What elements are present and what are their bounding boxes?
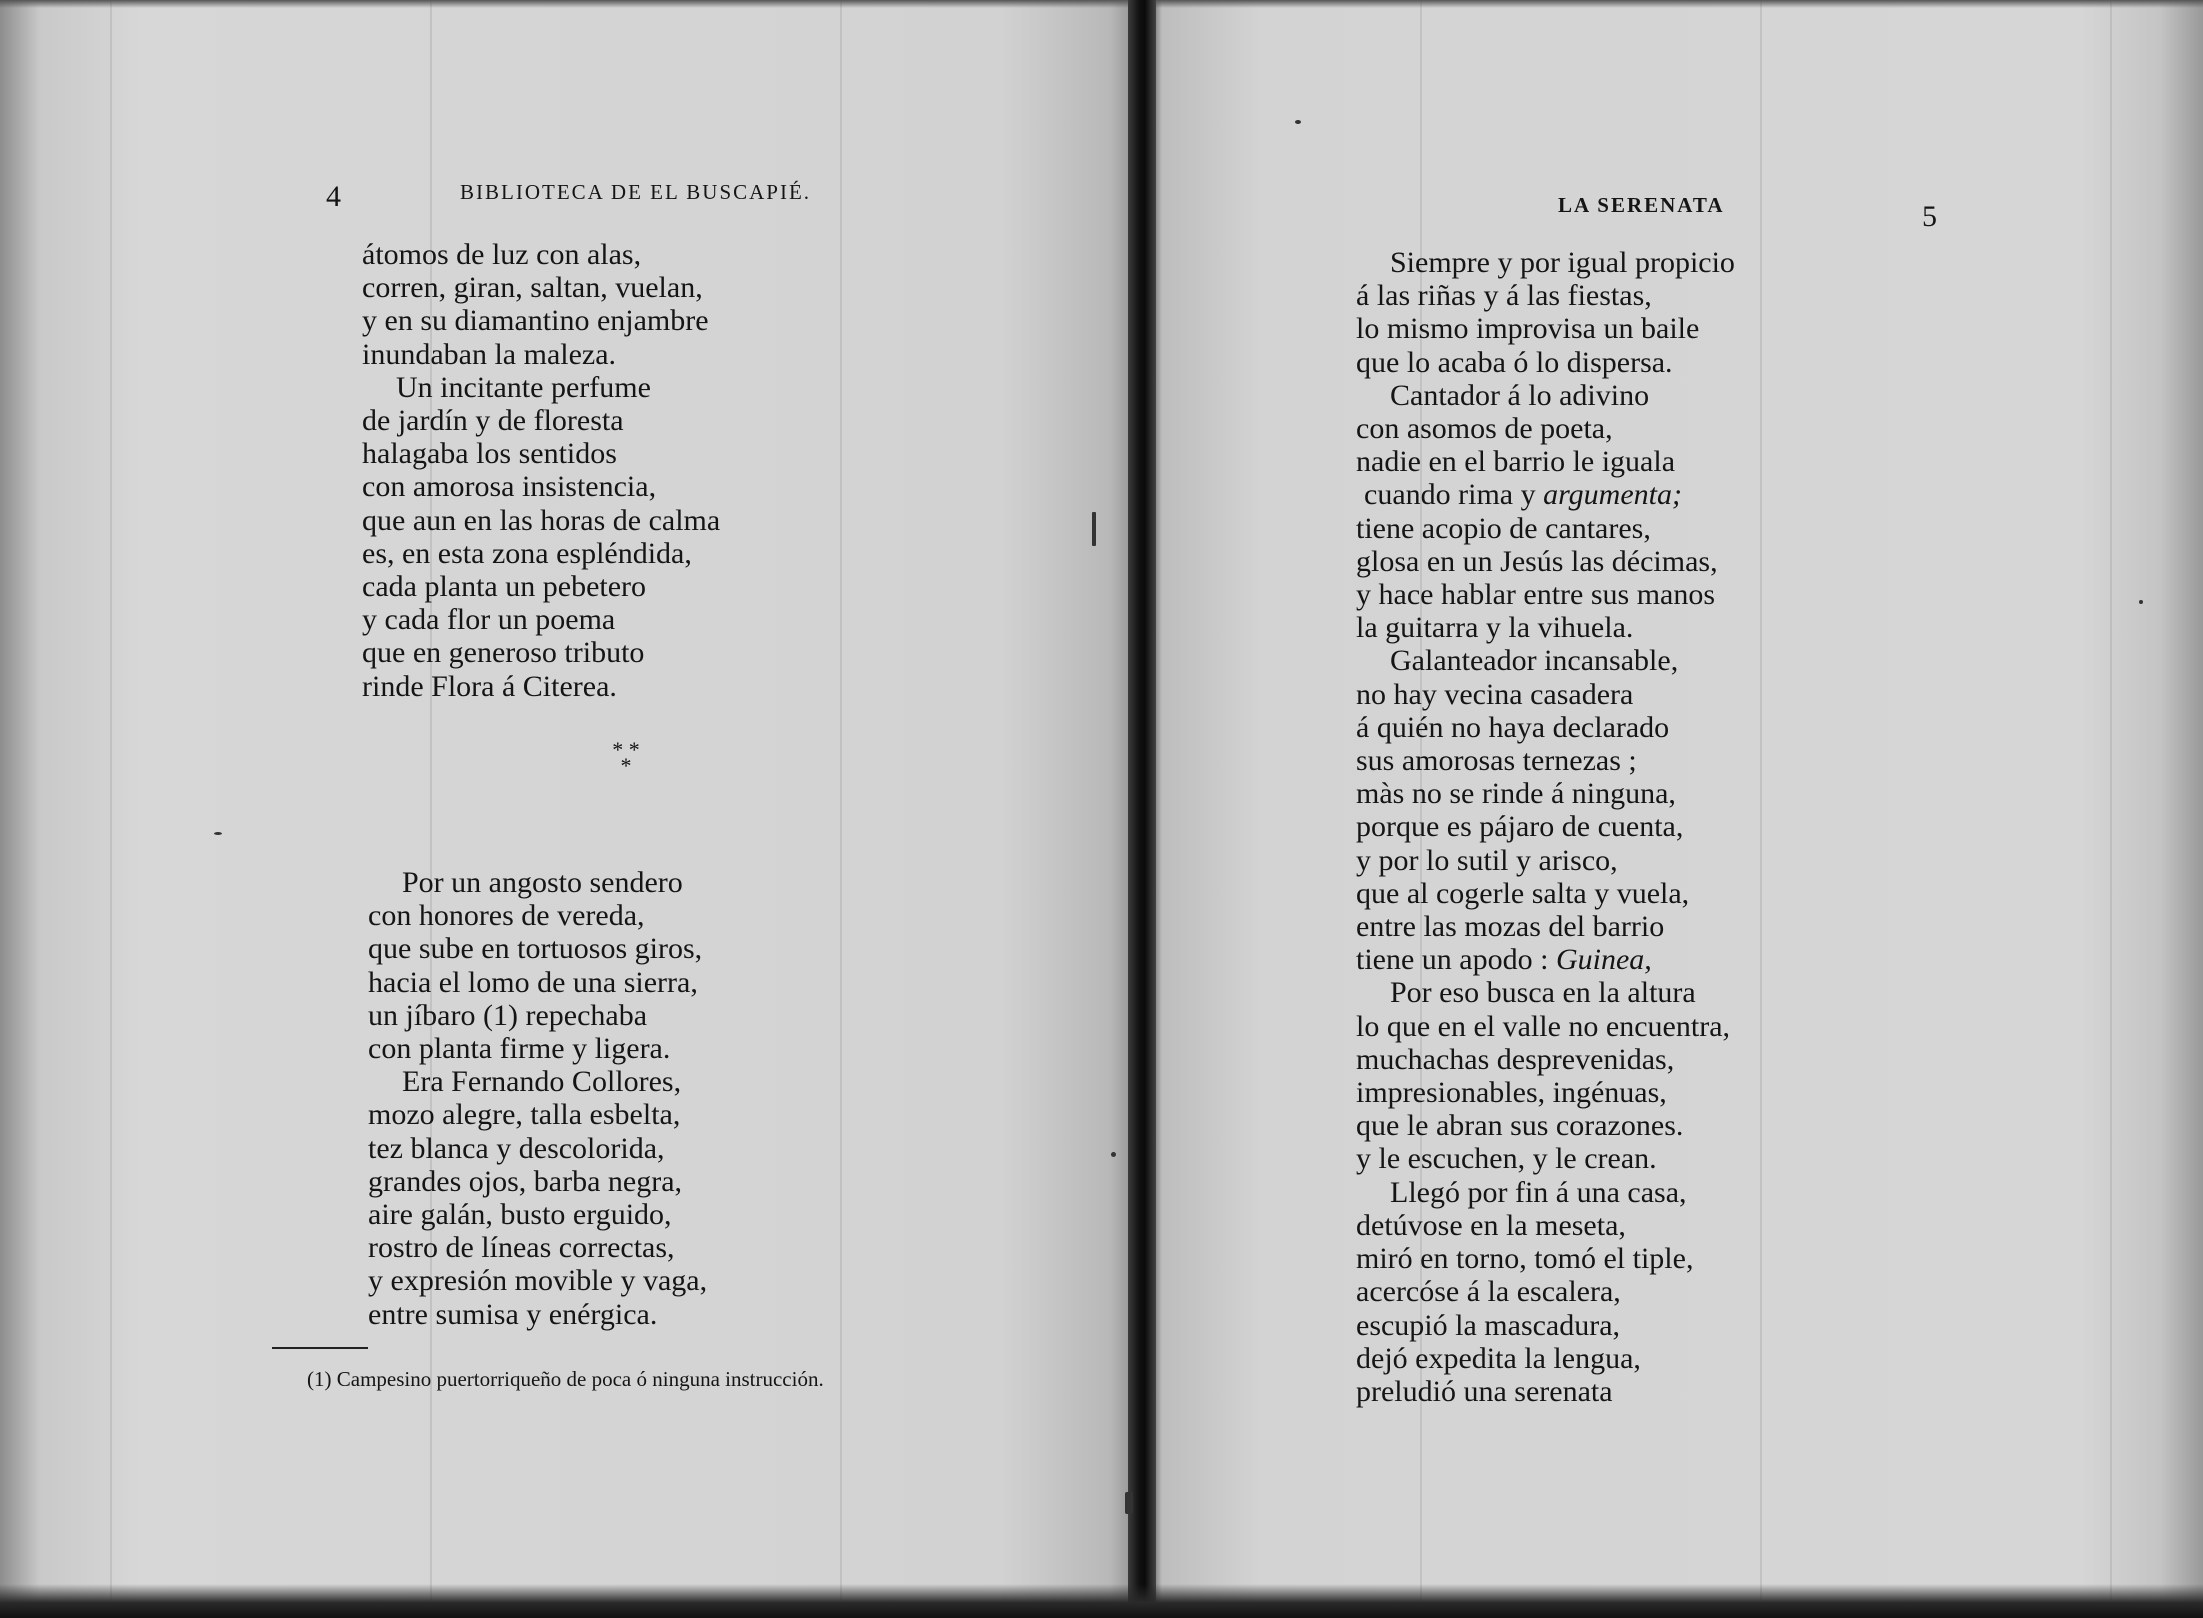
verse-line: rinde Flora á Citerea. bbox=[362, 669, 617, 703]
verse-block-2 bbox=[368, 866, 707, 1331]
italic-word: Guinea, bbox=[1555, 943, 1652, 977]
footnote: (1) Campesino puertorriqueño de poca ó ninguna instrucción. bbox=[307, 1367, 824, 1391]
verse-line: acercóse á la escalera, bbox=[1356, 1275, 1621, 1309]
verse-line: con honores de vereda, bbox=[368, 899, 645, 933]
verse-line: Era Fernando Collores, bbox=[402, 1065, 682, 1099]
verse-line: que lo acaba ó lo dispersa. bbox=[1356, 345, 1673, 379]
verse-line: no hay vecina casadera bbox=[1356, 677, 1634, 711]
verse-line: entre sumisa y enérgica. bbox=[368, 1297, 658, 1331]
running-head-right: LA SERENATA bbox=[1558, 193, 1725, 217]
footnote-rule bbox=[272, 1347, 368, 1349]
verse-line: y le escuchen, y le crean. bbox=[1356, 1142, 1657, 1176]
verse-line: halagaba los sentidos bbox=[362, 437, 617, 471]
verse-line: aire galán, busto erguido, bbox=[368, 1198, 672, 1232]
verse-line: á las riñas y á las fiestas, bbox=[1356, 279, 1652, 313]
verse-block-1 bbox=[362, 238, 720, 703]
verse-line: y cada flor un poema bbox=[362, 603, 616, 637]
verse-line bbox=[1356, 943, 1735, 976]
scan-speck bbox=[1295, 120, 1301, 124]
verse-line: entre las mozas del barrio bbox=[1356, 910, 1665, 944]
verse-line: rostro de líneas correctas, bbox=[368, 1231, 675, 1265]
right-page bbox=[1150, 0, 2203, 1618]
verse-line: tiene acopio de cantares, bbox=[1356, 511, 1651, 545]
verse-line: es, en esta zona espléndida, bbox=[362, 536, 692, 570]
verse-line: y por lo sutil y arisco, bbox=[1356, 843, 1618, 877]
verse-line: Galanteador incansable, bbox=[1390, 644, 1679, 678]
verse-line: con planta firme y ligera. bbox=[368, 1032, 671, 1066]
verse-line: impresionables, ingénuas, bbox=[1356, 1076, 1667, 1110]
page-number-right: 5 bbox=[1922, 200, 1937, 233]
verse-line: que le abran sus corazones. bbox=[1356, 1109, 1684, 1143]
verse-line: que al cogerle salta y vuela, bbox=[1356, 876, 1690, 910]
verse-line: Por un angosto sendero bbox=[402, 866, 683, 899]
verse-line: Cantador á lo adivino bbox=[1390, 378, 1650, 412]
verse-line: con asomos de poeta, bbox=[1356, 412, 1613, 446]
verse-line: miró en torno, tomó el tiple, bbox=[1356, 1242, 1694, 1276]
verse-line: glosa en un Jesús las décimas, bbox=[1356, 544, 1718, 578]
verse-line: átomos de luz con alas, bbox=[362, 238, 642, 271]
verse-line: tez blanca y descolorida, bbox=[368, 1131, 665, 1165]
verse-line: que sube en tortuosos giros, bbox=[368, 932, 703, 966]
scan-speck bbox=[214, 832, 222, 835]
bottom-page-edge bbox=[0, 1584, 2203, 1618]
verse-line: con amorosa insistencia, bbox=[362, 470, 657, 504]
verse-text: cuando rima y bbox=[1364, 478, 1544, 512]
verse-line: un jíbaro (1) repechaba bbox=[368, 998, 648, 1032]
verse-line: cada planta un pebetero bbox=[362, 570, 647, 604]
italic-word: argumenta; bbox=[1543, 478, 1682, 512]
scan-speck bbox=[1111, 1152, 1116, 1157]
section-separator: * * * bbox=[612, 737, 640, 778]
verse-line: Llegó por fin á una casa, bbox=[1390, 1175, 1687, 1209]
verse-line: nadie en el barrio le iguala bbox=[1356, 445, 1676, 479]
verse-line: y hace hablar entre sus manos bbox=[1356, 578, 1716, 612]
verse-line: lo mismo improvisa un baile bbox=[1356, 312, 1700, 346]
verse-line: escupió la mascadura, bbox=[1356, 1308, 1621, 1342]
verse-line: detúvose en la meseta, bbox=[1356, 1208, 1626, 1242]
verse-line: que aun en las horas de calma bbox=[362, 503, 721, 537]
verse-line bbox=[1356, 478, 1735, 511]
verse-line: y en su diamantino enjambre bbox=[362, 304, 709, 338]
verse-line: corren, giran, saltan, vuelan, bbox=[362, 271, 703, 305]
verse-line: Siempre y por igual propicio bbox=[1390, 246, 1735, 279]
verse-line: sus amorosas ternezas ; bbox=[1356, 744, 1637, 778]
verse-line: porque es pájaro de cuenta, bbox=[1356, 810, 1684, 844]
verse-line: inundaban la maleza. bbox=[362, 337, 617, 371]
verse-line: hacia el lomo de una sierra, bbox=[368, 965, 698, 999]
page-number-left: 4 bbox=[326, 180, 341, 213]
verse-line: grandes ojos, barba negra, bbox=[368, 1164, 683, 1198]
running-head-left: BIBLIOTECA DE EL BUSCAPIÉ. bbox=[460, 180, 812, 204]
verse-line: dejó expedita la lengua, bbox=[1356, 1341, 1641, 1375]
verse-line: lo que en el valle no encuentra, bbox=[1356, 1009, 1731, 1043]
verse-line: á quién no haya declarado bbox=[1356, 710, 1670, 744]
scan-mark bbox=[1092, 512, 1096, 546]
verse-line: Un incitante perfume bbox=[396, 370, 651, 404]
verse-line: y expresión movible y vaga, bbox=[368, 1264, 708, 1298]
verse-block-3 bbox=[1356, 246, 1735, 1408]
verse-line: màs no se rinde á ninguna, bbox=[1356, 777, 1676, 811]
verse-line: Por eso busca en la altura bbox=[1390, 976, 1696, 1010]
verse-line: muchachas desprevenidas, bbox=[1356, 1042, 1675, 1076]
verse-text: tiene un apodo : bbox=[1356, 943, 1556, 977]
verse-line: la guitarra y la vihuela. bbox=[1356, 611, 1634, 645]
scan-speck bbox=[2139, 600, 2143, 604]
verse-line: preludió una serenata bbox=[1356, 1374, 1613, 1408]
verse-line: que en generoso tributo bbox=[362, 636, 645, 670]
verse-line: mozo alegre, talla esbelta, bbox=[368, 1098, 681, 1132]
verse-line: de jardín y de floresta bbox=[362, 404, 624, 438]
scan-mark bbox=[1125, 1492, 1133, 1514]
